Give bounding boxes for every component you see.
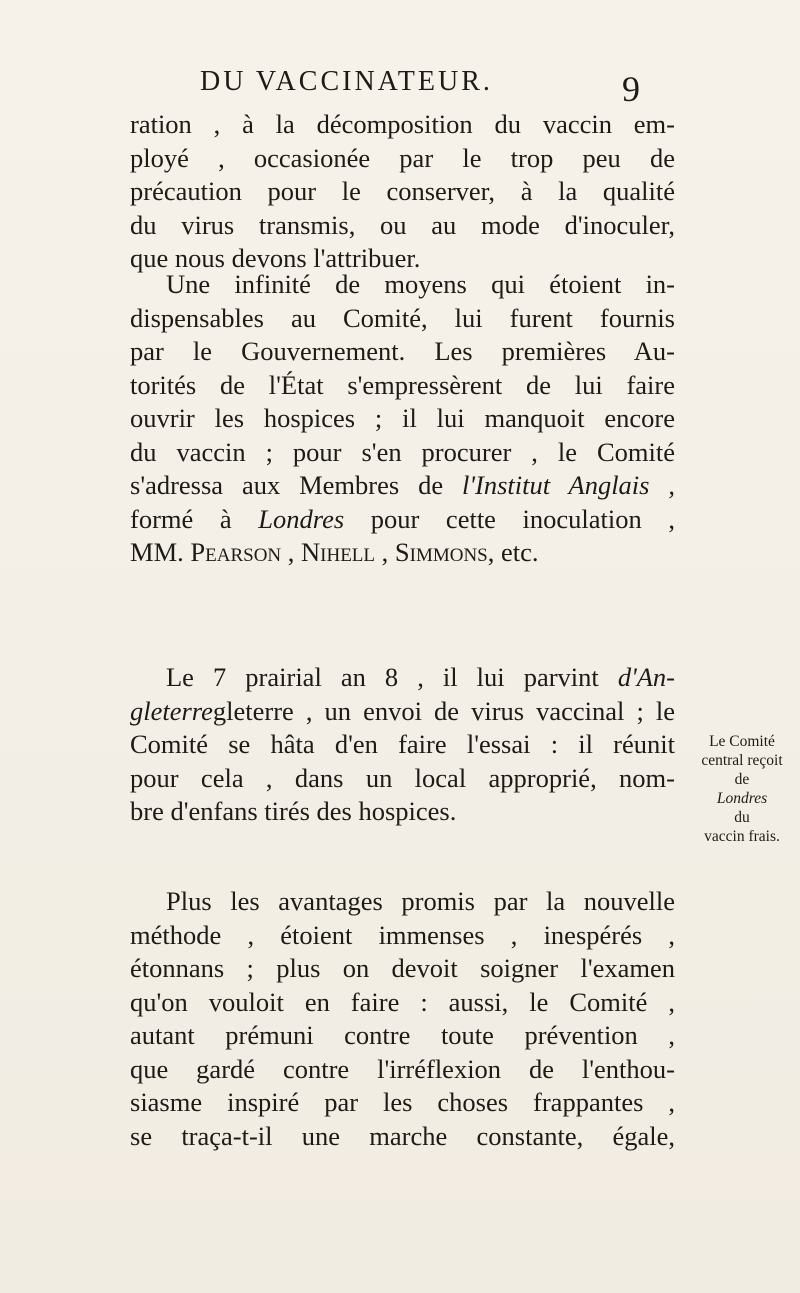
text-line (130, 695, 675, 729)
paragraph-4 (130, 885, 675, 1153)
text-fragment: pour cette inoculation , (344, 503, 675, 534)
paragraph-3 (130, 661, 675, 829)
text-line (130, 661, 675, 695)
text-line: siasme inspiré par les choses frappantes , (130, 1087, 675, 1117)
text-fragment: Le 7 prairial an 8 , il lui parvint (166, 662, 618, 692)
text-line: Une infinité de moyens qui étoient in- (166, 269, 675, 299)
text-line: ployé , occasionée par le trop peu de (130, 142, 675, 173)
text-line (130, 469, 675, 503)
paragraph-1 (130, 108, 675, 276)
paragraph-2 (130, 268, 675, 570)
margin-note (684, 732, 800, 846)
text-line: dispensables au Comité, lui furent fournis (130, 302, 675, 333)
text-line: se traça-t-il une marche constante, égale, (130, 1120, 675, 1151)
italic-country: d'An- (617, 662, 675, 692)
margin-note-line: Le Comité (709, 733, 775, 750)
text-line: par le Gouvernement. Les premières Au- (130, 336, 675, 366)
page-number: 9 (622, 69, 640, 109)
text-line: qu'on vouloit en faire : aussi, le Comité , (130, 986, 675, 1017)
margin-note-line (684, 770, 800, 827)
text-line: du virus transmis, ou au mode d'inoculer, (130, 209, 675, 240)
text-fragment: gleterre , un envoi de virus vaccinal ; le (212, 695, 675, 726)
text-line: Comité se hâta d'en faire l'essai : il réunit (130, 729, 675, 759)
margin-note-line: central reçoit (701, 752, 783, 769)
text-line: que gardé contre l'irréflexion de l'enthou- (130, 1053, 675, 1084)
text-fragment: de (734, 771, 750, 788)
running-title: DU VACCINATEUR. (200, 66, 493, 97)
text-line: ration , à la décomposition du vaccin em- (130, 109, 675, 139)
margin-note-line: vaccin frais. (704, 828, 780, 845)
text-line: méthode , étoient immenses , inespérés , (130, 919, 675, 950)
text-line (130, 503, 675, 537)
text-fragment: MM. (130, 537, 191, 567)
text-fragment: s'adressa aux Membres de (130, 470, 462, 500)
text-fragment: du (734, 809, 750, 826)
text-line: Plus les avantages promis par la nouvelle (166, 886, 675, 916)
text-fragment: formé à (130, 503, 259, 534)
text-fragment: etc. (494, 537, 539, 567)
text-line: ouvrir les hospices ; il lui manquoit encore (130, 403, 675, 433)
text-line: précaution pour le conserver, à la qualité (130, 176, 675, 206)
text-line: du vaccin ; pour s'en procurer , le Comité (130, 436, 675, 467)
italic-city: Londres (258, 503, 345, 534)
text-line: torités de l'État s'empressèrent de lui faire (130, 369, 675, 400)
text-line: que nous devons l'attribuer. (130, 243, 421, 273)
text-line: étonnans ; plus on devoit soigner l'examen (130, 953, 675, 983)
italic-city: Londres (716, 790, 768, 807)
italic-institution: l'Institut Anglais , (461, 470, 675, 500)
text-line: pour cela , dans un local approprié, nom- (130, 762, 675, 793)
names-smallcaps: Pearson , Nihell , Simmons, (190, 537, 495, 567)
italic-country: gleterre (130, 695, 213, 726)
text-line: autant prémuni contre toute prévention , (130, 1020, 675, 1050)
text-line (130, 536, 675, 570)
text-line: bre d'enfans tirés des hospices. (130, 796, 457, 826)
